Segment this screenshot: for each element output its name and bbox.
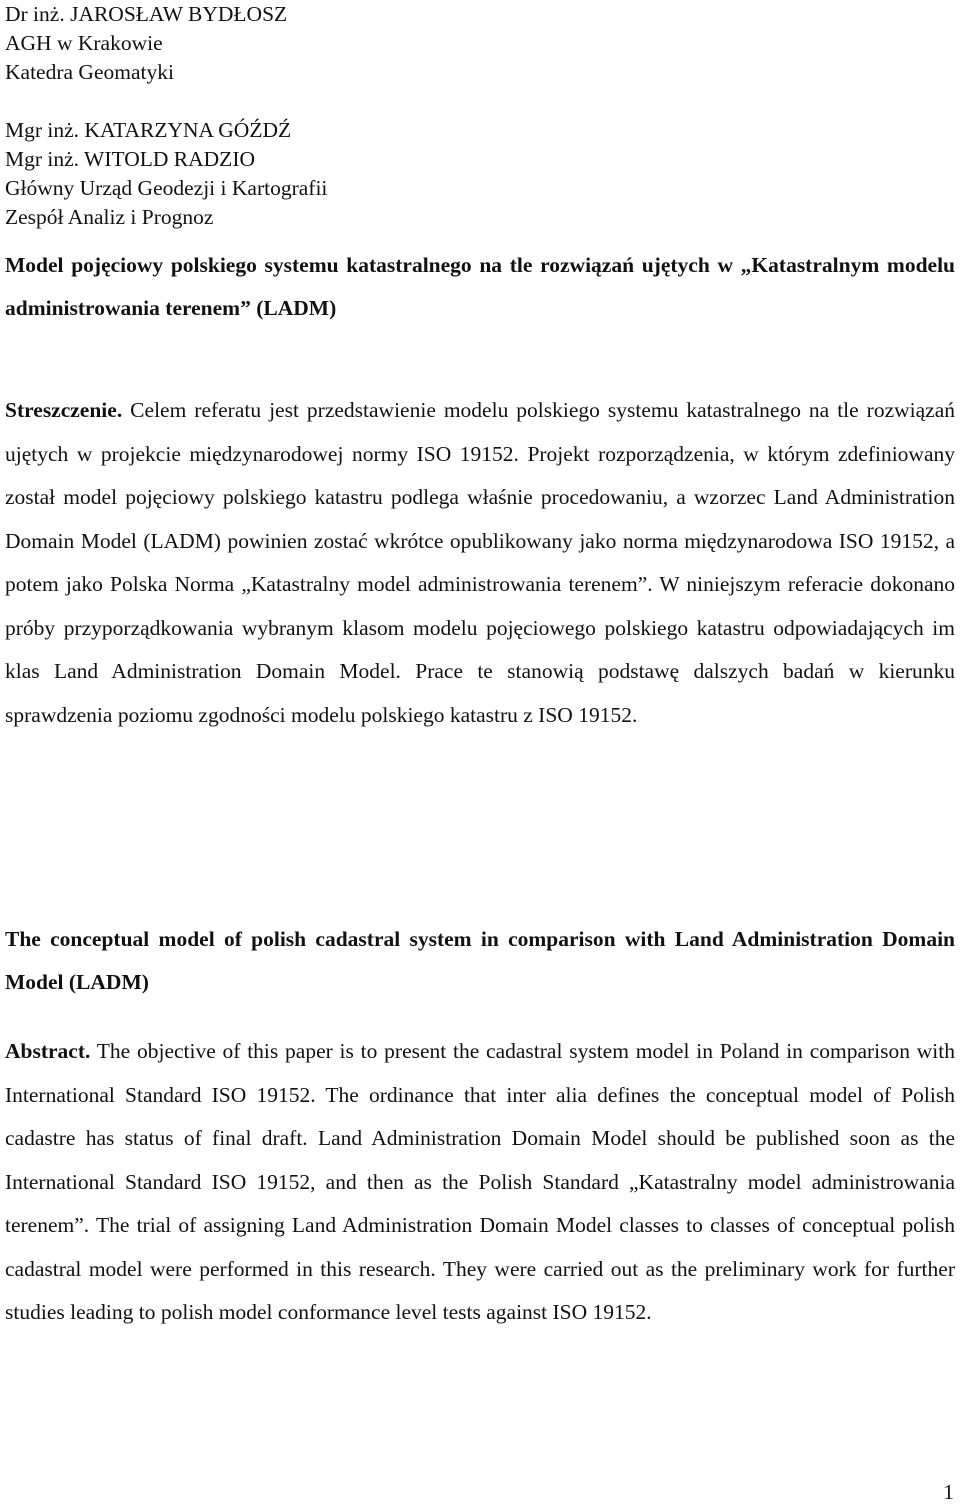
paper-title-polish: Model pojęciowy polskiego systemu katastralnego na tle rozwiązań ujętych w „Katastralnym modelu administrowania terenem” (LADM) [5,253,955,320]
paper-title-english: The conceptual model of polish cadastral system in comparison with Land Administration Domain Model (LADM) [5,927,955,994]
abstract-english [5,1030,955,1335]
author-spacer [5,87,955,116]
abstract-polish-text: Celem referatu jest przedstawienie modelu polskiego systemu katastralnego na tle rozwiązań ujętych w projekcie międzynarodowej normy ISO 19152. Projekt rozporządzenia, w którym zdefiniowany został model pojęciowy polskiego katastru podlega właśnie procedowaniu, a wzorzec Land Administration Domain Model (LADM) powinien zostać wkrótce opublikowany jako norma międzynarodowa ISO 19152, a potem jako Polska Norma „Katastralny model administrowania terenem”. W niniejszym referacie dokonano próby przyporządkowania wybranym klasom modelu pojęciowego polskiego katastru odpowiadających im klas Land Administration Domain Model. Prace te stanowią podstawę dalszych badań w kierunku sprawdzenia poziomu zgodności modelu polskiego katastru z ISO 19152. [5,398,955,727]
abstract-polish [5,389,955,737]
author-name: Dr inż. JAROSŁAW BYDŁOSZ [5,2,288,26]
author-name: Mgr inż. KATARZYNA GÓŹDŹ [5,118,292,142]
abstract-polish-heading: Streszczenie. [5,398,123,422]
author-affiliation: Główny Urząd Geodezji i Kartografii [5,176,328,200]
author-affiliation: Zespół Analiz i Prognoz [5,205,214,229]
author-affiliation: Katedra Geomatyki [5,60,174,84]
author-name: Mgr inż. WITOLD RADZIO [5,147,256,171]
author-affiliation: AGH w Krakowie [5,31,163,55]
document-page [5,0,955,1324]
abstract-english-heading: Abstract. [5,1039,91,1063]
abstract-english-text: The objective of this paper is to present the cadastral system model in Poland in comparison with International Standard ISO 19152. The ordinance that inter alia defines the conceptual model of Polish cadastre has status of final draft. Land Administration Domain Model should be published soon as the International Standard ISO 19152, and then as the Polish Standard „Katastralny model administrowania terenem”. The trial of assigning Land Administration Domain Model classes to classes of conceptual polish cadastral model were performed in this research. They were carried out as the preliminary work for further studies leading to polish model conformance level tests against ISO 19152. [5,1039,955,1324]
author-block [5,0,955,232]
page-number: 1 [943,1480,954,1504]
